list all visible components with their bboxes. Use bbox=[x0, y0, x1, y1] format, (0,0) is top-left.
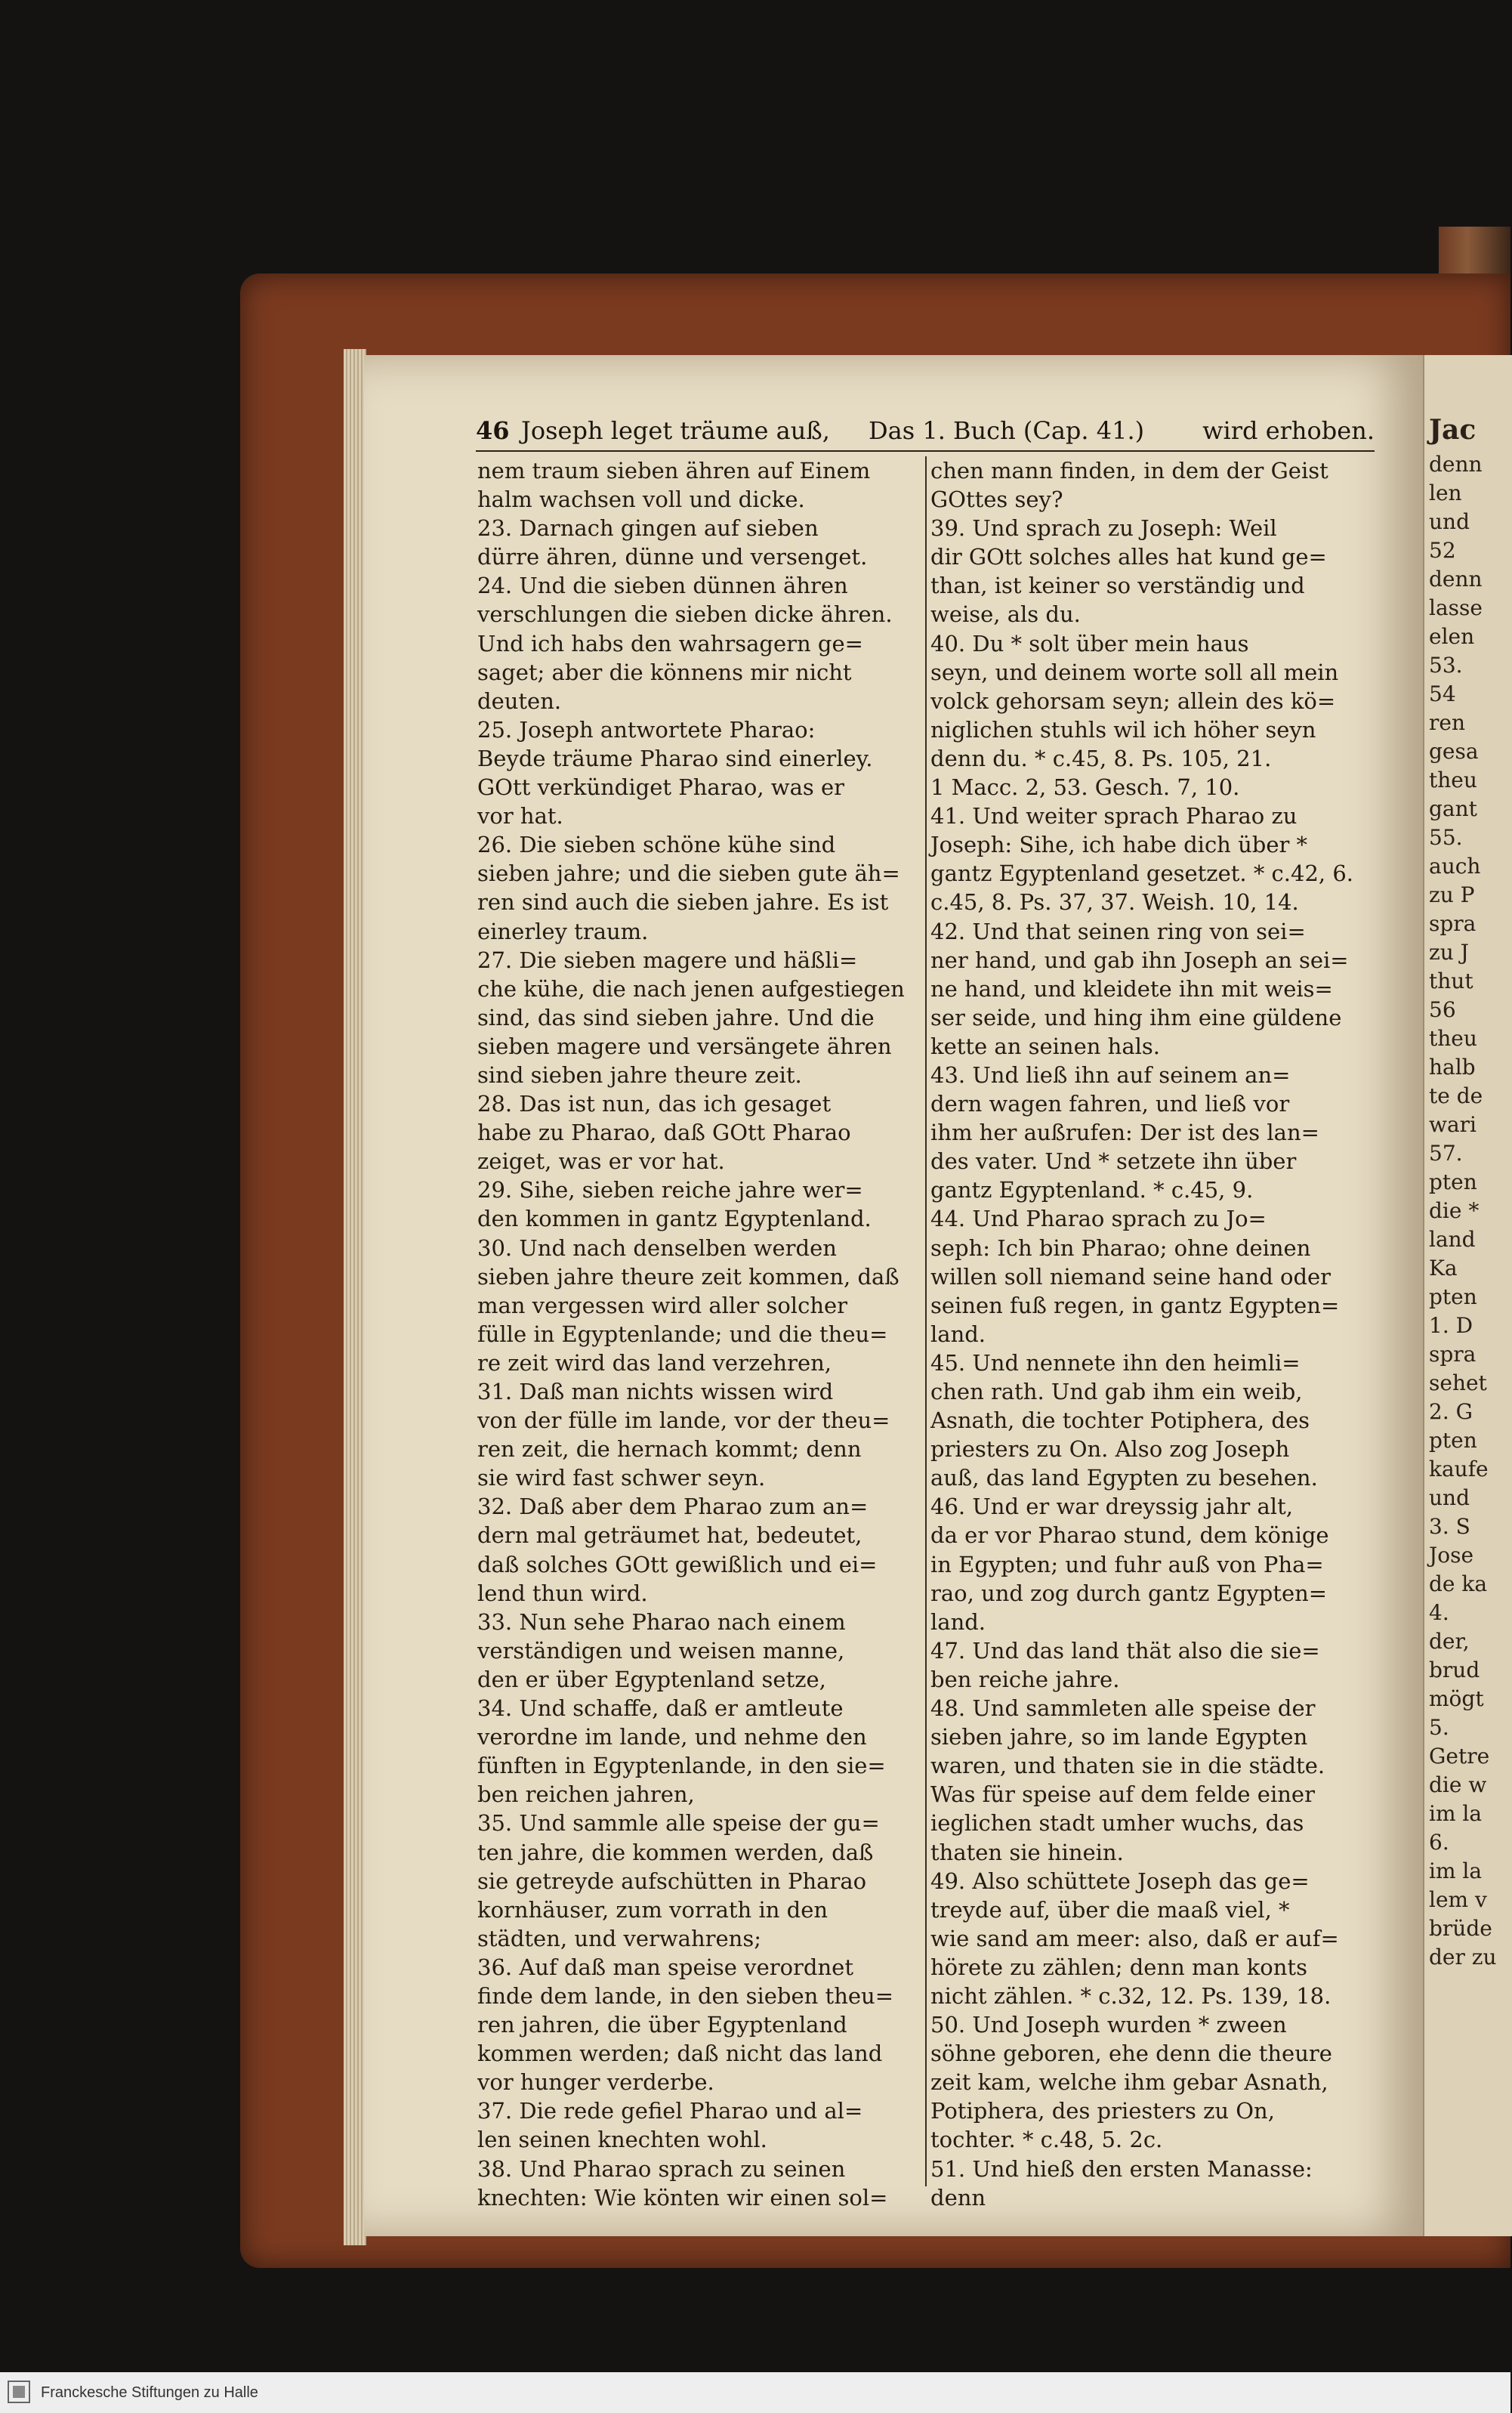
text-line: 39. Und sprach zu Joseph: Weil bbox=[930, 515, 1277, 542]
facing-page-text-fragment: 54 bbox=[1429, 681, 1456, 706]
left-text-column bbox=[477, 456, 923, 2211]
text-line: willen soll niemand seine hand oder bbox=[930, 1263, 1331, 1290]
facing-page-text-fragment: und bbox=[1429, 509, 1470, 534]
text-line: ihm her außrufen: Der ist des lan= bbox=[930, 1120, 1319, 1146]
text-line: sieben magere und versängete ähren bbox=[477, 1033, 892, 1059]
text-line: seinen fuß regen, in gantz Egypten= bbox=[930, 1292, 1340, 1318]
text-line: seph: Ich bin Pharao; ohne deinen bbox=[930, 1234, 1311, 1261]
facing-page-text-fragment: 6. bbox=[1429, 1830, 1449, 1855]
text-line: knechten: Wie könten wir einen sol= bbox=[477, 2184, 888, 2211]
text-line: ieglichen stadt umher wuchs, das bbox=[930, 1810, 1304, 1837]
facing-page-text-fragment: Jose bbox=[1429, 1543, 1474, 1568]
text-line: ner hand, und gab ihn Joseph an sei= bbox=[930, 947, 1349, 973]
facing-page-fragment bbox=[1423, 355, 1512, 2236]
text-line: sieben jahre theure zeit kommen, daß bbox=[477, 1263, 899, 1290]
text-line: in Egypten; und fuhr auß von Pha= bbox=[930, 1551, 1324, 1577]
text-line: zeiget, was er vor hat. bbox=[477, 1148, 725, 1175]
text-line: kette an seinen hals. bbox=[930, 1033, 1161, 1059]
text-line: ser seide, und hing ihm eine güldene bbox=[930, 1004, 1342, 1030]
footer-bar bbox=[0, 2372, 1510, 2413]
text-line: 42. Und that seinen ring von sei= bbox=[930, 918, 1306, 944]
facing-page-text-fragment: 5. bbox=[1429, 1715, 1449, 1740]
facing-page-text-fragment: 57. bbox=[1429, 1141, 1463, 1166]
text-line: fünften in Egyptenlande, in den sie= bbox=[477, 1753, 886, 1779]
text-line: deuten. bbox=[477, 687, 562, 714]
text-line: sind, das sind sieben jahre. Und die bbox=[477, 1004, 875, 1030]
facing-page-text-fragment: 1. D bbox=[1429, 1313, 1473, 1338]
facing-page-text-fragment: die w bbox=[1429, 1772, 1487, 1797]
text-line: vor hat. bbox=[477, 803, 563, 830]
text-line: che kühe, die nach jenen aufgestiegen bbox=[477, 975, 905, 1002]
text-line: zeit kam, welche ihm gebar Asnath, bbox=[930, 2069, 1328, 2096]
text-line: dir GOtt solches alles hat kund ge= bbox=[930, 544, 1327, 570]
text-line: 50. Und Joseph wurden * zween bbox=[930, 2012, 1287, 2038]
text-line: 38. Und Pharao sprach zu seinen bbox=[477, 2155, 846, 2182]
text-line: ben reiche jahre. bbox=[930, 1666, 1120, 1692]
text-line: vor hunger verderbe. bbox=[477, 2069, 714, 2096]
facing-page-text-fragment: de ka bbox=[1429, 1571, 1488, 1596]
text-line: daß solches GOtt gewißlich und ei= bbox=[477, 1551, 878, 1577]
facing-page-text-fragment: mögt bbox=[1429, 1686, 1484, 1711]
facing-page-text-fragment: lasse bbox=[1429, 595, 1483, 620]
text-line: chen rath. Und gab ihm ein weib, bbox=[930, 1379, 1303, 1404]
page-number: 46 bbox=[476, 416, 510, 445]
facing-page-text-fragment: 3. S bbox=[1429, 1514, 1470, 1539]
text-line: than, ist keiner so verständig und bbox=[930, 573, 1305, 599]
text-line: man vergessen wird aller solcher bbox=[477, 1292, 848, 1318]
text-line: 23. Darnach gingen auf sieben bbox=[477, 515, 819, 542]
facing-page-text-fragment: zu J bbox=[1429, 940, 1469, 965]
text-line: 51. Und hieß den ersten Manasse: bbox=[930, 2155, 1313, 2182]
facing-page-text-fragment: len bbox=[1429, 480, 1462, 505]
text-line: chen mann finden, in dem der Geist bbox=[930, 458, 1328, 484]
text-line: dern mal geträumet hat, bedeutet, bbox=[477, 1522, 862, 1549]
facing-page-text-fragment: 56 bbox=[1429, 997, 1456, 1022]
text-line: rao, und zog durch gantz Egypten= bbox=[930, 1580, 1328, 1606]
facing-page-text-fragment: 2. G bbox=[1429, 1399, 1473, 1424]
text-line: wie sand am meer: also, daß er auf= bbox=[930, 1925, 1339, 1951]
text-line: Und ich habs den wahrsagern ge= bbox=[477, 630, 863, 657]
text-line: 30. Und nach denselben werden bbox=[477, 1234, 837, 1261]
text-line: auß, das land Egypten zu besehen. bbox=[930, 1465, 1318, 1491]
text-line: von der fülle im lande, vor der theu= bbox=[477, 1407, 890, 1434]
text-line: treyde auf, über die maaß viel, * bbox=[930, 1896, 1290, 1923]
text-line: dürre ähren, dünne und versenget. bbox=[477, 544, 868, 570]
text-line: 29. Sihe, sieben reiche jahre wer= bbox=[477, 1177, 863, 1203]
text-line: 47. Und das land thät also die sie= bbox=[930, 1637, 1320, 1664]
text-line: priesters zu On. Also zog Joseph bbox=[930, 1436, 1290, 1463]
text-line: 43. Und ließ ihn auf seinem an= bbox=[930, 1061, 1291, 1088]
header-right-title: wird erhoben. bbox=[1202, 416, 1375, 445]
text-line: da er vor Pharao stund, dem könige bbox=[930, 1522, 1329, 1549]
facing-page-text-fragment: thut bbox=[1429, 969, 1473, 993]
text-line: sind sieben jahre theure zeit. bbox=[477, 1061, 802, 1088]
facing-page-text-fragment: im la bbox=[1429, 1801, 1483, 1826]
facing-page-text-fragment: auch bbox=[1429, 854, 1481, 879]
facing-page-text-fragment: Ka bbox=[1429, 1256, 1458, 1281]
facing-page-text-fragment: 52 bbox=[1429, 538, 1456, 563]
text-line: ten jahre, die kommen werden, daß bbox=[477, 1839, 874, 1865]
facing-page-text-fragment: kaufe bbox=[1429, 1457, 1489, 1481]
text-line: Was für speise auf dem felde einer bbox=[930, 1781, 1315, 1808]
header-left-title: Joseph leget träume auß, bbox=[521, 416, 830, 445]
text-line: 35. Und sammle alle speise der gu= bbox=[477, 1810, 880, 1837]
text-line: tochter. * c.48, 5. 2c. bbox=[930, 2127, 1163, 2153]
facing-page-text-fragment: gant bbox=[1429, 796, 1477, 821]
facing-page-text-fragment: der zu bbox=[1429, 1945, 1497, 1970]
text-line: 27. Die sieben magere und häßli= bbox=[477, 947, 858, 973]
text-line: Potiphera, des priesters zu On, bbox=[930, 2098, 1275, 2124]
text-line: 48. Und sammleten alle speise der bbox=[930, 1695, 1316, 1722]
text-line: kornhäuser, zum vorrath in den bbox=[477, 1896, 829, 1923]
text-line: 25. Joseph antwortete Pharao: bbox=[477, 716, 816, 743]
facing-page-text-fragment: ren bbox=[1429, 710, 1465, 735]
text-line: Asnath, die tochter Potiphera, des bbox=[930, 1407, 1310, 1434]
facing-page-text-fragment: elen bbox=[1429, 624, 1475, 649]
text-line: 46. Und er war dreyssig jahr alt, bbox=[930, 1494, 1293, 1520]
running-header bbox=[476, 414, 1375, 452]
text-line: gantz Egyptenland gesetzet. * c.42, 6. bbox=[930, 860, 1354, 887]
facing-page-text-fragment: der, bbox=[1429, 1629, 1470, 1654]
right-text-column bbox=[930, 456, 1378, 2211]
text-line: söhne geboren, ehe denn die theure bbox=[930, 2041, 1332, 2067]
text-line: saget; aber die könnens mir nicht bbox=[477, 659, 852, 685]
text-line: den er über Egyptenland setze, bbox=[477, 1666, 826, 1692]
text-line: 31. Daß man nichts wissen wird bbox=[477, 1379, 834, 1404]
facing-page-text-fragment: halb bbox=[1429, 1055, 1476, 1080]
text-line: Beyde träume Pharao sind einerley. bbox=[477, 745, 873, 771]
text-line: 41. Und weiter sprach Pharao zu bbox=[930, 803, 1298, 830]
text-line: volck gehorsam seyn; allein des kö= bbox=[930, 687, 1336, 714]
facing-page-text-fragment: spra bbox=[1429, 911, 1477, 936]
facing-page-text-fragment: wari bbox=[1429, 1112, 1477, 1137]
text-line: ren zeit, die hernach kommt; denn bbox=[477, 1436, 862, 1463]
text-line: sieben jahre; und die sieben gute äh= bbox=[477, 860, 900, 887]
text-line: waren, und thaten sie in die städte. bbox=[930, 1753, 1325, 1779]
text-line: seyn, und deinem worte soll all mein bbox=[930, 659, 1339, 685]
facing-page-text-fragment: land bbox=[1429, 1227, 1476, 1252]
text-line: nem traum sieben ähren auf Einem bbox=[477, 458, 871, 484]
facing-page-text-fragment: theu bbox=[1429, 1026, 1477, 1051]
facing-page-text-fragment: te de bbox=[1429, 1083, 1483, 1108]
text-line: land. bbox=[930, 1608, 986, 1635]
text-line: 34. Und schaffe, daß er amtleute bbox=[477, 1695, 844, 1722]
facing-page-text-fragment: Jac bbox=[1429, 414, 1477, 446]
text-line: einerley traum. bbox=[477, 918, 649, 944]
text-line: 28. Das ist nun, das ich gesaget bbox=[477, 1091, 832, 1117]
text-line: niglichen stuhls wil ich höher seyn bbox=[930, 716, 1316, 743]
text-line: GOttes sey? bbox=[930, 487, 1063, 513]
facing-page-text-fragment: pten bbox=[1429, 1284, 1477, 1309]
text-line: kommen werden; daß nicht das land bbox=[477, 2041, 883, 2067]
text-line: 36. Auf daß man speise verordnet bbox=[477, 1954, 853, 1980]
text-line: 44. Und Pharao sprach zu Jo= bbox=[930, 1206, 1267, 1232]
facing-page-text-fragment: pten bbox=[1429, 1428, 1477, 1453]
facing-page-text-fragment: denn bbox=[1429, 567, 1483, 592]
text-line: finde dem lande, in den sieben theu= bbox=[477, 1982, 894, 2009]
text-line: 1 Macc. 2, 53. Gesch. 7, 10. bbox=[930, 774, 1240, 801]
text-line: habe zu Pharao, daß GOtt Pharao bbox=[477, 1120, 851, 1146]
text-line: 24. Und die sieben dünnen ähren bbox=[477, 573, 848, 599]
facing-page-text-fragment: 55. bbox=[1429, 825, 1463, 850]
text-line: ren sind auch die sieben jahre. Es ist bbox=[477, 889, 889, 916]
text-line: hörete zu zählen; denn man konts bbox=[930, 1954, 1307, 1980]
text-line: verschlungen die sieben dicke ähren. bbox=[477, 601, 893, 628]
facing-page-text-fragment: sehet bbox=[1429, 1370, 1487, 1395]
text-line: sie getreyde aufschütten in Pharao bbox=[477, 1868, 867, 1894]
text-line: gantz Egyptenland. * c.45, 9. bbox=[930, 1177, 1254, 1203]
header-book-chapter: Das 1. Buch (Cap. 41.) bbox=[869, 416, 1145, 445]
text-line: weise, als du. bbox=[930, 601, 1081, 628]
facing-page-text-fragment: 4. bbox=[1429, 1600, 1449, 1625]
text-line: 49. Also schüttete Joseph das ge= bbox=[930, 1868, 1310, 1894]
facing-page-text-fragment: Getre bbox=[1429, 1744, 1490, 1769]
facing-page-text-fragment: gesa bbox=[1429, 739, 1479, 764]
text-line: halm wachsen voll und dicke. bbox=[477, 487, 805, 513]
text-line: c.45, 8. Ps. 37, 37. Weish. 10, 14. bbox=[930, 889, 1299, 916]
text-line: GOtt verkündiget Pharao, was er bbox=[477, 774, 845, 801]
text-line: ne hand, und kleidete ihn mit weis= bbox=[930, 975, 1333, 1002]
text-line: 37. Die rede gefiel Pharao und al= bbox=[477, 2098, 863, 2124]
facing-page-text-fragment: die * bbox=[1429, 1198, 1480, 1223]
institution-name: Franckesche Stiftungen zu Halle bbox=[41, 2384, 258, 2401]
text-line: thaten sie hinein. bbox=[930, 1839, 1124, 1865]
text-line: städten, und verwahrens; bbox=[477, 1925, 762, 1951]
text-line: dern wagen fahren, und ließ vor bbox=[930, 1091, 1290, 1117]
text-line: 40. Du * solt über mein haus bbox=[930, 630, 1249, 657]
column-divider bbox=[925, 456, 927, 2186]
facing-page-text-fragment: 53. bbox=[1429, 653, 1463, 678]
text-line: des vater. Und * setzete ihn über bbox=[930, 1148, 1297, 1175]
facing-page-text-fragment: theu bbox=[1429, 768, 1477, 792]
facing-page-text-fragment: im la bbox=[1429, 1858, 1483, 1883]
text-line: fülle in Egyptenlande; und die theu= bbox=[477, 1321, 888, 1347]
facing-page-text-fragment: spra bbox=[1429, 1342, 1477, 1367]
text-line: denn bbox=[930, 2184, 986, 2211]
text-line: land. bbox=[930, 1321, 986, 1347]
text-line: nicht zählen. * c.32, 12. Ps. 139, 18. bbox=[930, 1982, 1331, 2009]
facing-page-text-fragment: denn bbox=[1429, 452, 1483, 477]
facing-page-text-fragment: und bbox=[1429, 1485, 1470, 1510]
text-line: 45. Und nennete ihn den heimli= bbox=[930, 1349, 1301, 1376]
facing-page-text-fragment: lem v bbox=[1429, 1887, 1487, 1912]
text-line: lend thun wird. bbox=[477, 1580, 648, 1606]
text-line: ben reichen jahren, bbox=[477, 1781, 695, 1808]
page-stack-edge bbox=[344, 349, 366, 2245]
text-line: verordne im lande, und nehme den bbox=[477, 1724, 867, 1750]
institution-logo-icon bbox=[8, 2381, 30, 2403]
text-line: re zeit wird das land verzehren, bbox=[477, 1349, 832, 1376]
text-line: sieben jahre, so im lande Egypten bbox=[930, 1724, 1308, 1750]
text-line: ren jahren, die über Egyptenland bbox=[477, 2012, 847, 2038]
facing-page-text-fragment: brud bbox=[1429, 1658, 1480, 1682]
text-line: denn du. * c.45, 8. Ps. 105, 21. bbox=[930, 745, 1272, 771]
facing-page-text-fragment: zu P bbox=[1429, 882, 1475, 907]
text-line: verständigen und weisen manne, bbox=[477, 1637, 845, 1664]
text-line: 33. Nun sehe Pharao nach einem bbox=[477, 1608, 846, 1635]
text-line: 26. Die sieben schöne kühe sind bbox=[477, 832, 836, 858]
text-line: len seinen knechten wohl. bbox=[477, 2127, 767, 2153]
text-line: den kommen in gantz Egyptenland. bbox=[477, 1206, 872, 1232]
text-line: Joseph: Sihe, ich habe dich über * bbox=[930, 832, 1308, 858]
text-line: 32. Daß aber dem Pharao zum an= bbox=[477, 1494, 869, 1520]
facing-page-text-fragment: pten bbox=[1429, 1169, 1477, 1194]
text-line: sie wird fast schwer seyn. bbox=[477, 1465, 766, 1491]
facing-page-text-fragment: brüde bbox=[1429, 1916, 1492, 1941]
